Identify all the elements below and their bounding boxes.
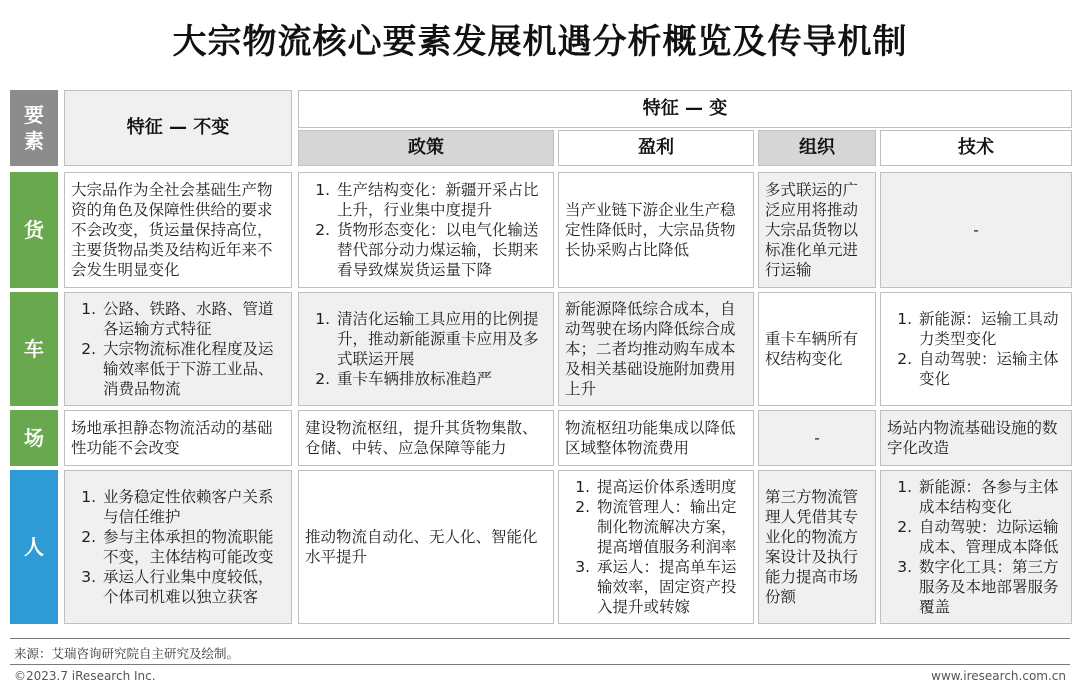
site-tech-text: 场站内物流基础设施的数字化改造 (887, 419, 1058, 457)
goods-profit (558, 172, 754, 288)
people-policy-text: 推动物流自动化、无人化、智能化水平提升 (305, 528, 538, 566)
people-constant-item: 3. 承运人行业集中度较低，个体司机难以独立获客 (101, 567, 285, 607)
site-constant-text: 场地承担静态物流活动的基础性功能不会改变 (71, 419, 273, 457)
vehicle-policy-item: 2. 重卡车辆排放标准趋严 (335, 369, 547, 389)
footer-divider-bottom (10, 664, 1070, 665)
vehicle-constant-item: 1. 公路、铁路、水路、管道各运输方式特征 (101, 299, 285, 339)
people-profit-item: 1. 提高运价体系透明度 (595, 477, 747, 497)
col-header-profit: 盈利 (558, 130, 754, 166)
vehicle-policy-item: 1. 清洁化运输工具应用的比例提升，推动新能源重卡应用及多式联运开展 (335, 309, 547, 369)
footer-divider-top (10, 638, 1070, 639)
people-profit-item: 2. 物流管理人：输出定制化物流解决方案，提高增值服务利润率 (595, 497, 747, 557)
goods-policy-item: 2. 货物形态变化：以电气化输送替代部分动力煤运输，长期来看导致煤炭货运量下降 (335, 220, 547, 280)
goods-tech-text: - (973, 221, 979, 239)
site-tech (880, 410, 1072, 466)
copyright: ©2023.7 iResearch Inc. (14, 669, 156, 683)
goods-constant (64, 172, 292, 288)
source-note: 来源：艾瑞咨询研究院自主研究及绘制。 (14, 646, 240, 661)
people-profit-item: 3. 承运人：提高单车运输效率，固定资产投入提升或转嫁 (595, 557, 747, 617)
vehicle-profit-text: 新能源降低综合成本，自动驾驶在场内降低综合成本；二者均推动购车成本及相关基础设施附加费用上升 (565, 300, 736, 398)
goods-policy (298, 172, 554, 288)
people-tech (880, 470, 1072, 624)
goods-tech (880, 172, 1072, 288)
goods-constant-text: 大宗品作为全社会基础生产物资的角色及保障性供给的要求不会改变，货运量保持高位，主要货物品类及结构近年来不会发生明显变化 (71, 181, 273, 279)
col-header-tech: 技术 (880, 130, 1072, 166)
goods-org-text: 多式联运的广泛应用将推动大宗品货物以标准化单元进行运输 (765, 181, 859, 279)
site-constant (64, 410, 292, 466)
vehicle-policy (298, 292, 554, 406)
goods-org (758, 172, 876, 288)
site-policy-text: 建设物流枢纽，提升其货物集散、仓储、中转、应急保障等能力 (305, 419, 538, 457)
vehicle-org (758, 292, 876, 406)
people-constant-item: 1. 业务稳定性依赖客户关系与信任维护 (101, 487, 285, 527)
people-policy (298, 470, 554, 624)
col-header-org: 组织 (758, 130, 876, 166)
site-org (758, 410, 876, 466)
site-profit-text: 物流枢纽功能集成以降低区域整体物流费用 (565, 419, 736, 457)
site-profit (558, 410, 754, 466)
people-constant (64, 470, 292, 624)
vehicle-profit (558, 292, 754, 406)
vehicle-tech-item: 1. 新能源：运输工具动力类型变化 (917, 309, 1065, 349)
vehicle-tech-item: 2. 自动驾驶：运输主体变化 (917, 349, 1065, 389)
col-header-policy: 政策 (298, 130, 554, 166)
row-label-goods: 货 (10, 172, 58, 288)
change-header: 特征 — 变 (298, 90, 1072, 128)
people-profit (558, 470, 754, 624)
row-label-people: 人 (10, 470, 58, 624)
site-org-text: - (814, 429, 820, 447)
people-constant-item: 2. 参与主体承担的物流职能不变，主体结构可能改变 (101, 527, 285, 567)
goods-policy-item: 1. 生产结构变化：新疆开采占比上升，行业集中度提升 (335, 180, 547, 220)
people-tech-item: 2. 自动驾驶：边际运输成本、管理成本降低 (917, 517, 1065, 557)
factor-header-label: 要素 (24, 103, 44, 153)
page-title: 大宗物流核心要素发展机遇分析概览及传导机制 (172, 22, 908, 62)
vehicle-tech (880, 292, 1072, 406)
site-url: www.iresearch.com.cn (931, 669, 1066, 683)
row-label-site: 场 (10, 410, 58, 466)
vehicle-org-text: 重卡车辆所有权结构变化 (765, 330, 859, 368)
site-policy (298, 410, 554, 466)
people-tech-item: 3. 数字化工具：第三方服务及本地部署服务覆盖 (917, 557, 1065, 617)
people-org-text: 第三方物流管理人凭借其专业化的物流方案设计及执行能力提高市场份额 (765, 488, 859, 606)
people-org (758, 470, 876, 624)
vehicle-constant (64, 292, 292, 406)
constant-header: 特征 — 不变 (64, 90, 292, 166)
factor-header (10, 90, 58, 166)
vehicle-constant-item: 2. 大宗物流标准化程度及运输效率低于下游工业品、消费品物流 (101, 339, 285, 399)
people-tech-item: 1. 新能源：各参与主体成本结构变化 (917, 477, 1065, 517)
row-label-vehicle: 车 (10, 292, 58, 406)
goods-profit-text: 当产业链下游企业生产稳定性降低时，大宗品货物长协采购占比降低 (565, 201, 736, 259)
